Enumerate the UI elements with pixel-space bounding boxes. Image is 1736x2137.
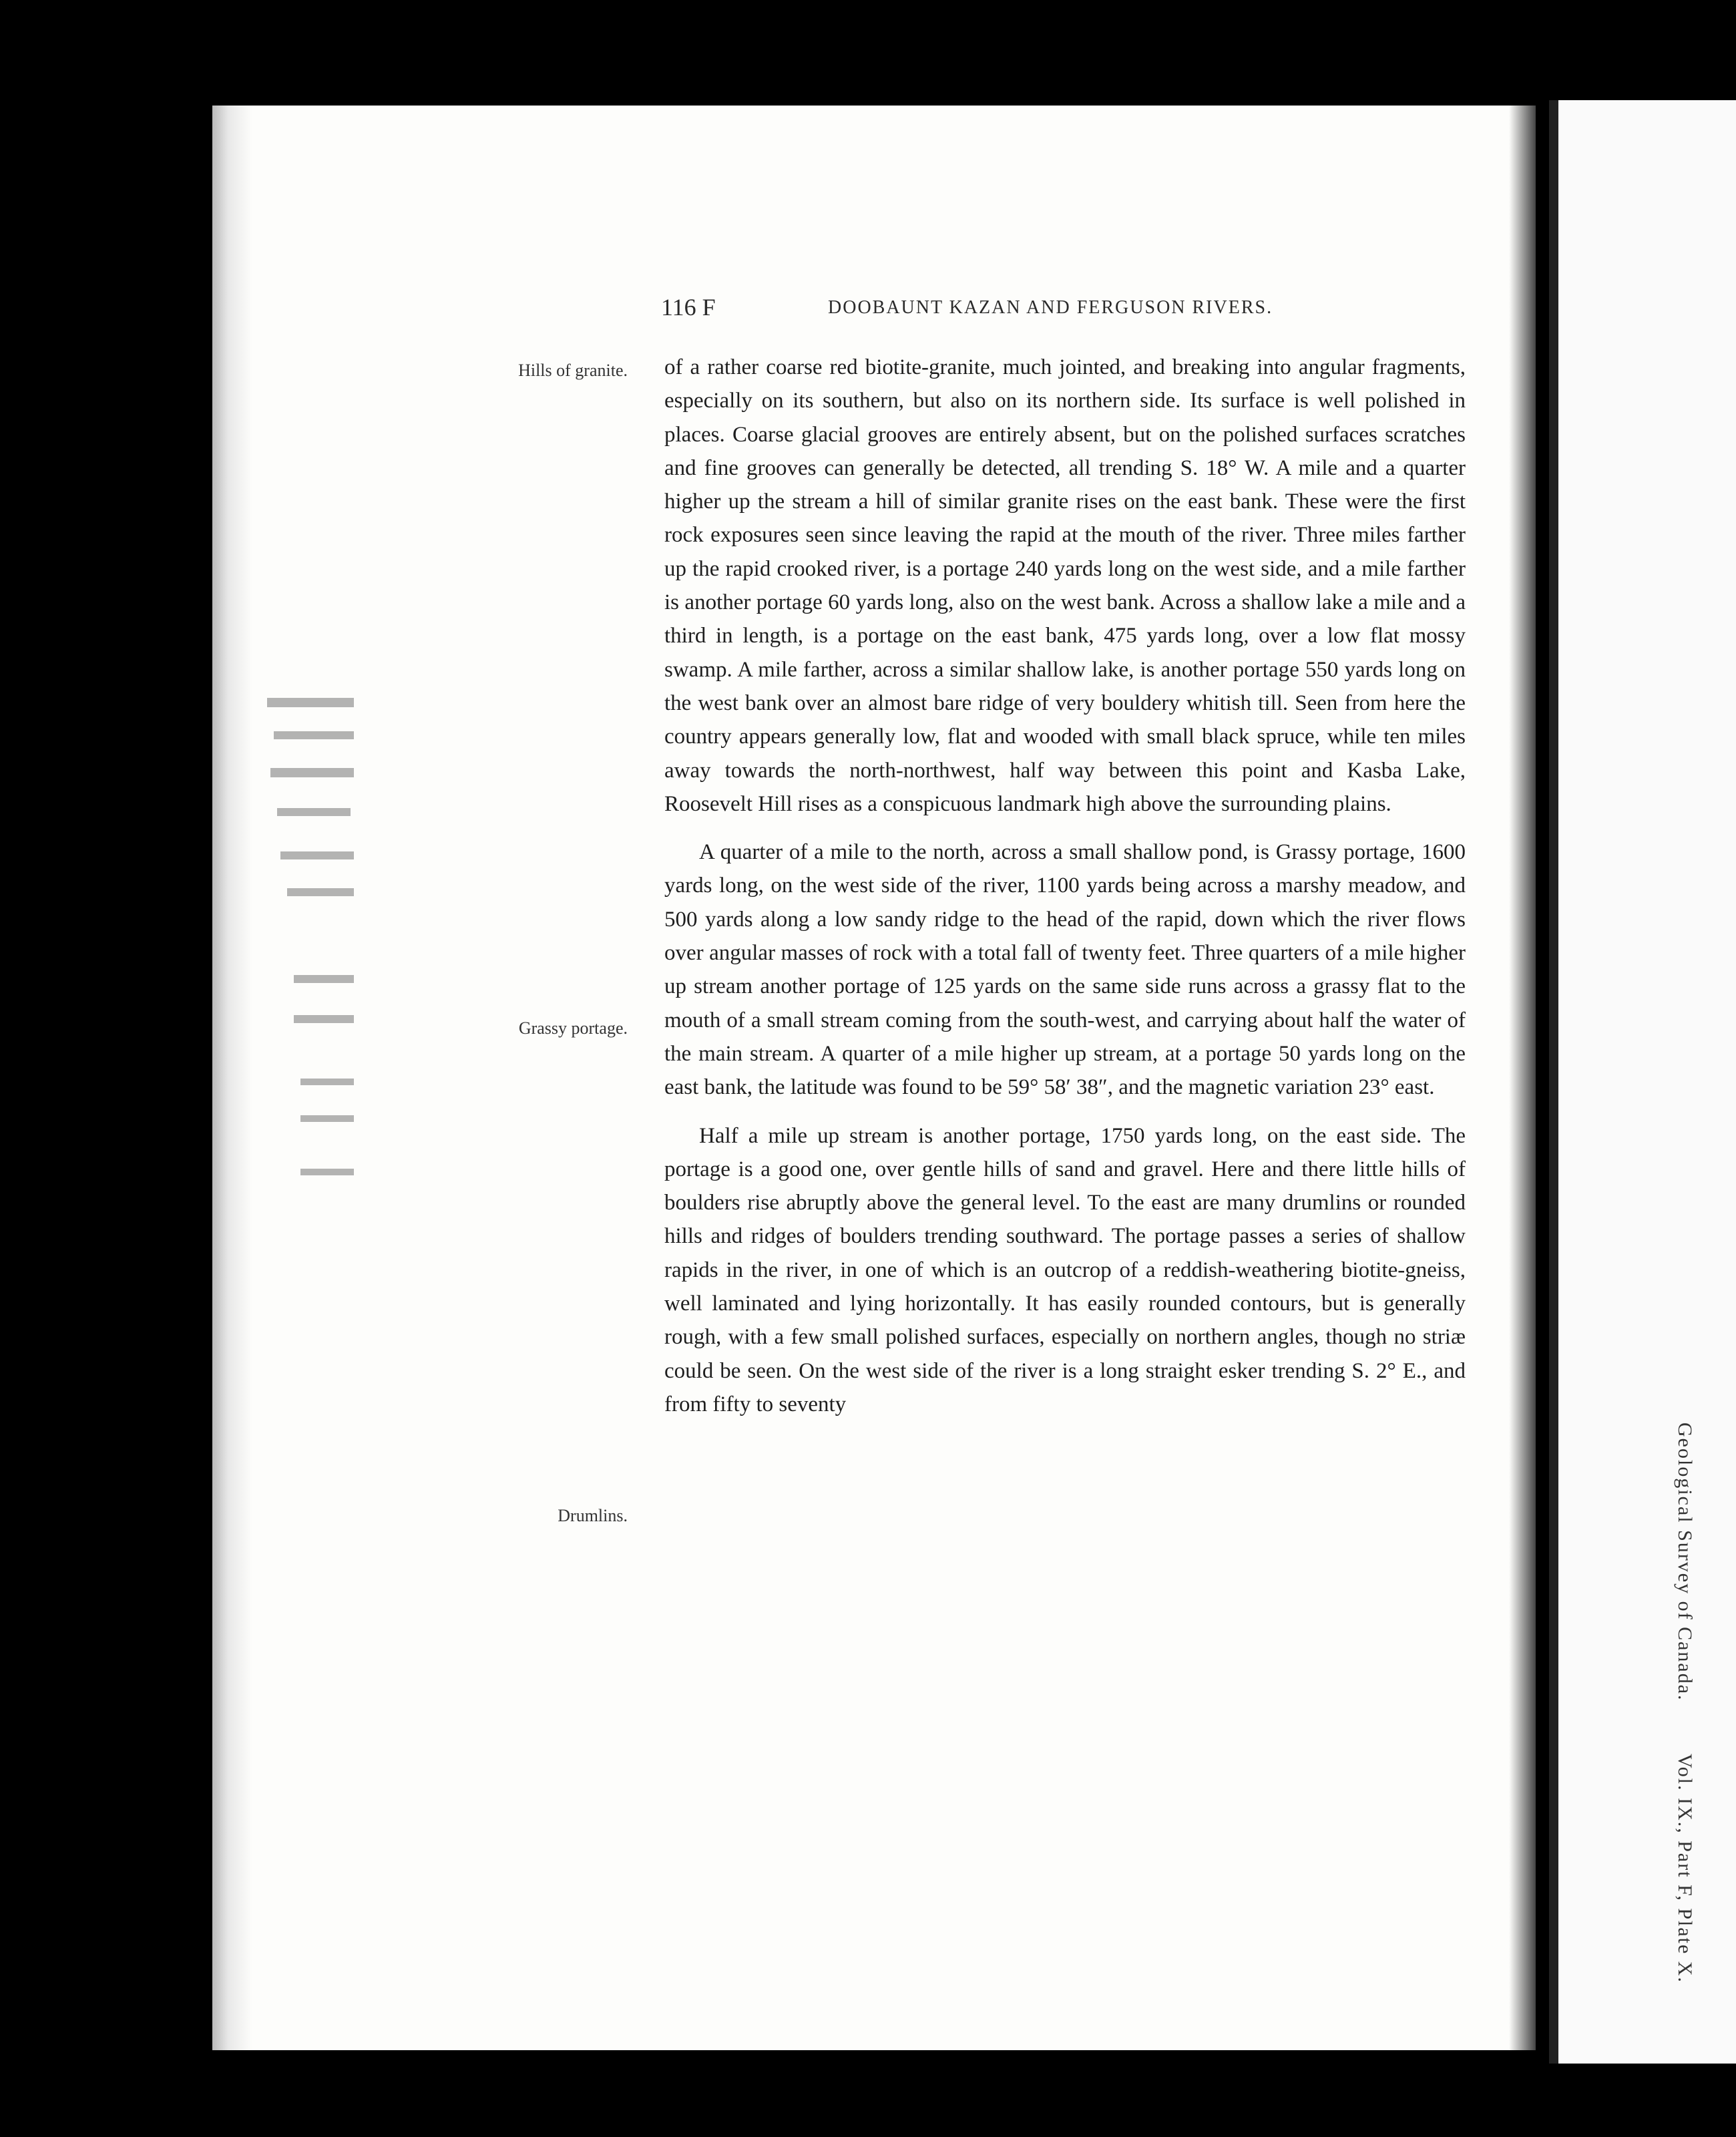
bleed-through-mark [277,808,351,816]
volume-caption: Vol. IX., Part F, Plate X. [1674,1753,1696,1983]
bleed-through-mark [280,851,354,859]
survey-caption: Geological Survey of Canada. [1674,1422,1696,1702]
paragraph: Half a mile up stream is another portage, 1750 yards long, on the east side. The portage is a good one, over gentle hills of sand and gravel. Here and there little hills of boulders rise abruptly above the general level. To the east are many drumlins or rounded hills and ridges of boulders trending southward. The portage passes a series of shallow rapids in the river, in one of which is an outcrop of a reddish-weathering biotite-gneiss, well laminated and lying horizontally. It has easily rounded contours, but is generally rough, with a few small polished surfaces, especially on northern angles, though no striæ could be seen. On the west side of the river is a long straight esker trending S. 2° E., and from fifty to seventy [664,1123,1466,1416]
bleed-through-mark [274,731,354,739]
body-text [664,351,1466,1436]
paragraph: A quarter of a mile to the north, across a small shallow pond, is Grassy portage, 1600 yards long, on the west side of the river, 1100 yards being across a marshy meadow, and 500 yards along a low sandy ridge to the head of the rapid, down which the river flows over angular masses of rock with a total fall of twenty feet. Three quarters of a mile higher up stream another portage of 125 yards on the same side runs across a grassy flat to the mouth of a small stream coming from the south-west, and carrying about half the water of the main stream. A quarter of a mile higher up stream, at a portage 50 yards long on the east bank, the latitude was found to be 59° 58′ 38″, and the magnetic variation 23° east. [664,840,1466,1100]
bleed-through-mark [300,1169,354,1175]
bleed-through-mark [294,1015,354,1023]
bleed-through-mark [300,1079,354,1085]
bleed-through-mark [300,1115,354,1122]
facing-page [1549,100,1736,2064]
margin-note-hills: Hills of granite. [518,361,628,380]
margin-note-grassy-portage: Grassy portage. [518,1018,628,1038]
page-header [661,294,1462,324]
bleed-through-mark [270,768,354,777]
bleed-through-mark [267,698,354,707]
running-title: DOOBAUNT KAZAN AND FERGUSON RIVERS. [828,297,1273,318]
paragraph: of a rather coarse red biotite-granite, much jointed, and breaking into angular fragments, especially on its southern, but also on its northern side. Its surface is well polished in places. Coarse glacial grooves are entirely absent, but on the polished surfaces scratches and fine grooves can generally be detected, all trending S. 18° W. A mile and a quarter higher up the stream a hill of similar granite rises on the east bank. These were the first rock exposures seen since leaving the rapid at the mouth of the river. Three miles farther up the rapid crooked river, is a portage 240 yards long on the west side, and a mile farther is another portage 60 yards long, also on the west bank. Across a shallow lake a mile and a third in length, is a portage on the east bank, 475 yards long, over a low flat mossy swamp. A mile farther, across a similar shallow lake, is another portage 550 yards long on the west bank over an almost bare ridge of very bouldery whitish till. Seen from here the country appears generally low, flat and wooded with small black spruce, while ten miles away towards the north-northwest, half way between this point and Kasba Lake, Roosevelt Hill rises as a conspicuous landmark high above the surrounding plains. [664,355,1466,816]
page-number: 116 F [661,294,716,321]
margin-note-drumlins: Drumlins. [558,1506,628,1525]
bleed-through-mark [287,888,354,896]
plate-caption [1669,461,1696,1983]
bleed-through-mark [294,975,354,983]
page-gutter-shadow [1509,106,1536,2050]
facing-page-edge [1549,100,1558,2064]
page-binding-edge [212,106,252,2050]
